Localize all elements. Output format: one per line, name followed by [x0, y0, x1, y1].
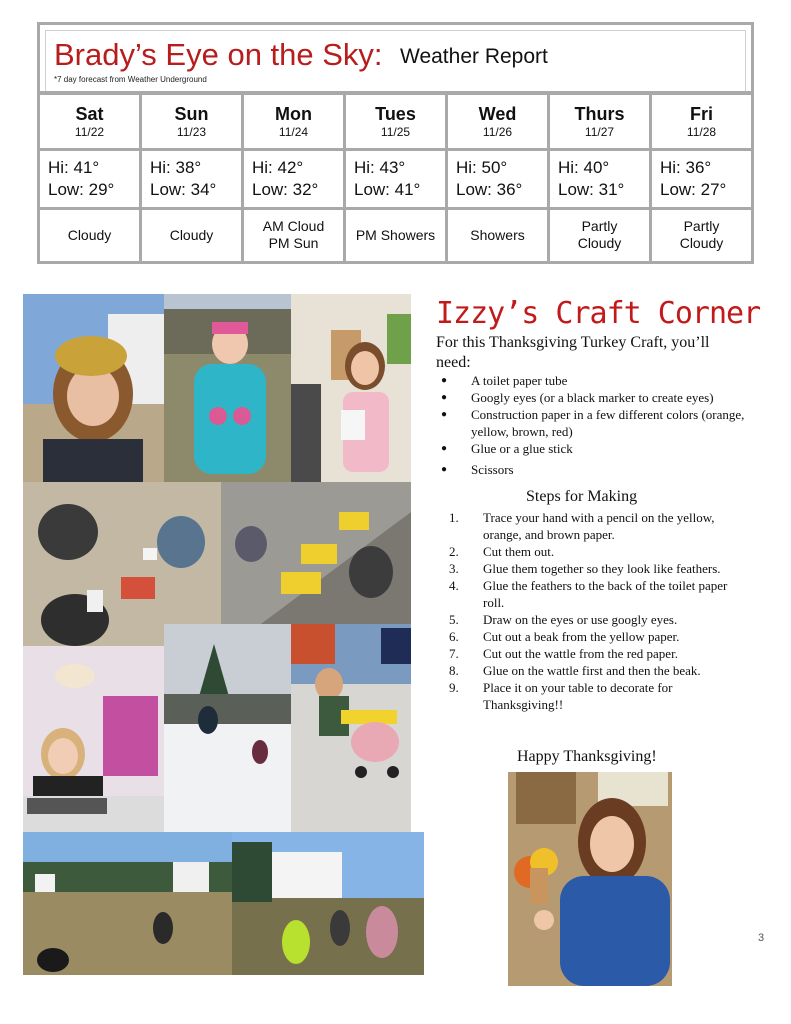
day-cell	[243, 94, 345, 150]
step-text: Cut out a beak from the yellow paper.	[483, 629, 680, 644]
step-text: Cut out the wattle from the red paper.	[483, 646, 678, 661]
temp-cell	[651, 150, 753, 208]
photo-classroom-bins	[221, 482, 411, 624]
photo-girl-turkey-craft	[508, 772, 672, 986]
list-item: ● A toilet paper tube	[436, 372, 756, 389]
day-name: Sat	[75, 103, 104, 124]
weather-subtitle: Weather Report	[400, 45, 548, 68]
day-header-row	[39, 94, 753, 150]
list-item: ● Googly eyes (or a black marker to create eyes)	[436, 389, 756, 406]
weather-title-box	[37, 22, 754, 94]
step-number: 3.	[449, 561, 459, 576]
condition-text: PM Showers	[355, 226, 436, 243]
condition-cell	[141, 208, 243, 262]
list-item	[447, 543, 747, 560]
condition-text: Partly Cloudy	[679, 218, 724, 252]
condition-cell	[447, 208, 549, 262]
list-item	[447, 628, 747, 645]
craft-corner-title: Izzy’s Craft Corner	[436, 296, 761, 331]
high-temp: Hi: 41°	[48, 158, 100, 178]
step-text: Place it on your table to decorate for Thanksgiving!!	[483, 680, 673, 712]
day-name: Sun	[174, 103, 209, 124]
photo-girl-teal-jacket	[164, 294, 291, 482]
condition-cell	[243, 208, 345, 262]
step-text: Trace your hand with a pencil on the yellow, orange, and brown paper.	[483, 510, 715, 542]
day-date: 11/25	[380, 124, 411, 139]
condition-text: Partly Cloudy	[577, 218, 622, 252]
low-temp: Low: 32°	[252, 180, 319, 200]
high-temp: Hi: 36°	[660, 158, 712, 178]
condition-row	[39, 208, 753, 262]
low-temp: Low: 34°	[150, 180, 217, 200]
step-number: 9.	[449, 680, 459, 695]
step-text: Glue the feathers to the back of the toilet paper roll.	[483, 578, 728, 610]
list-item	[447, 560, 747, 577]
list-item	[447, 645, 747, 662]
step-number: 2.	[449, 544, 459, 559]
day-name: Fri	[689, 103, 713, 124]
list-item	[447, 611, 747, 628]
temp-cell	[141, 150, 243, 208]
photo-toy-cart	[291, 624, 411, 832]
step-number: 5.	[449, 612, 459, 627]
day-cell	[447, 94, 549, 150]
low-temp: Low: 41°	[354, 180, 421, 200]
step-text: Glue on the wattle first and then the beak.	[483, 663, 701, 678]
photo-outdoor-group	[232, 832, 424, 975]
temp-cell	[243, 150, 345, 208]
photo-kids-floor-game	[23, 482, 221, 646]
weather-forecast-table	[37, 92, 754, 264]
day-name: Thurs	[574, 103, 625, 124]
happy-thanksgiving-text: Happy Thanksgiving!	[517, 748, 657, 765]
day-date: 11/27	[584, 124, 615, 139]
condition-text: Showers	[470, 226, 525, 243]
condition-cell	[549, 208, 651, 262]
day-cell	[141, 94, 243, 150]
photo-field-church	[23, 832, 232, 975]
temp-cell	[345, 150, 447, 208]
temperature-row	[39, 150, 753, 208]
condition-text: Cloudy	[67, 226, 112, 243]
step-number: 1.	[449, 510, 459, 525]
low-temp: Low: 27°	[660, 180, 727, 200]
day-date: 11/28	[686, 124, 717, 139]
craft-intro: For this Thanksgiving Turkey Craft, you’ll need:	[436, 334, 710, 371]
photo-girl-computer	[23, 646, 164, 832]
day-cell	[39, 94, 141, 150]
high-temp: Hi: 38°	[150, 158, 202, 178]
step-number: 4.	[449, 578, 459, 593]
list-item: ● Glue or a glue stick	[436, 440, 756, 457]
temp-cell	[549, 150, 651, 208]
low-temp: Low: 29°	[48, 180, 115, 200]
day-date: 11/26	[482, 124, 513, 139]
condition-cell	[651, 208, 753, 262]
weather-title: Brady’s Eye on the Sky:	[54, 37, 383, 72]
low-temp: Low: 31°	[558, 180, 625, 200]
day-name: Wed	[478, 103, 517, 124]
high-temp: Hi: 43°	[354, 158, 406, 178]
list-item	[447, 679, 747, 713]
condition-text: Cloudy	[169, 226, 214, 243]
low-temp: Low: 36°	[456, 180, 523, 200]
steps-list	[447, 509, 747, 713]
condition-cell	[39, 208, 141, 262]
step-number: 6.	[449, 629, 459, 644]
temp-cell	[39, 150, 141, 208]
day-cell	[549, 94, 651, 150]
list-item	[447, 662, 747, 679]
photo-girl-classroom	[291, 294, 411, 482]
step-text: Cut them out.	[483, 544, 555, 559]
list-item	[447, 577, 747, 611]
day-date: 11/24	[278, 124, 309, 139]
condition-cell	[345, 208, 447, 262]
day-date: 11/22	[74, 124, 105, 139]
list-item	[447, 509, 747, 543]
photo-girl-knit-hat	[23, 294, 164, 482]
page-number: 3	[758, 932, 765, 944]
forecast-source-note: *7 day forecast from Weather Underground	[54, 75, 207, 84]
list-item: ● Construction paper in a few different colors (orange, yellow, brown, red)	[436, 406, 756, 440]
step-text: Glue them together so they look like feathers.	[483, 561, 721, 576]
high-temp: Hi: 40°	[558, 158, 610, 178]
high-temp: Hi: 50°	[456, 158, 508, 178]
condition-text: AM Cloud PM Sun	[262, 218, 325, 252]
day-name: Tues	[375, 103, 416, 124]
steps-heading: Steps for Making	[526, 488, 638, 505]
day-cell	[651, 94, 753, 150]
high-temp: Hi: 42°	[252, 158, 304, 178]
supplies-list	[436, 372, 756, 478]
step-number: 8.	[449, 663, 459, 678]
step-text: Draw on the eyes or use googly eyes.	[483, 612, 678, 627]
day-name: Mon	[275, 103, 312, 124]
day-date: 11/23	[176, 124, 207, 139]
day-cell	[345, 94, 447, 150]
step-number: 7.	[449, 646, 459, 661]
temp-cell	[447, 150, 549, 208]
list-item: ● Scissors	[436, 461, 756, 478]
photo-snow-play	[164, 624, 291, 832]
